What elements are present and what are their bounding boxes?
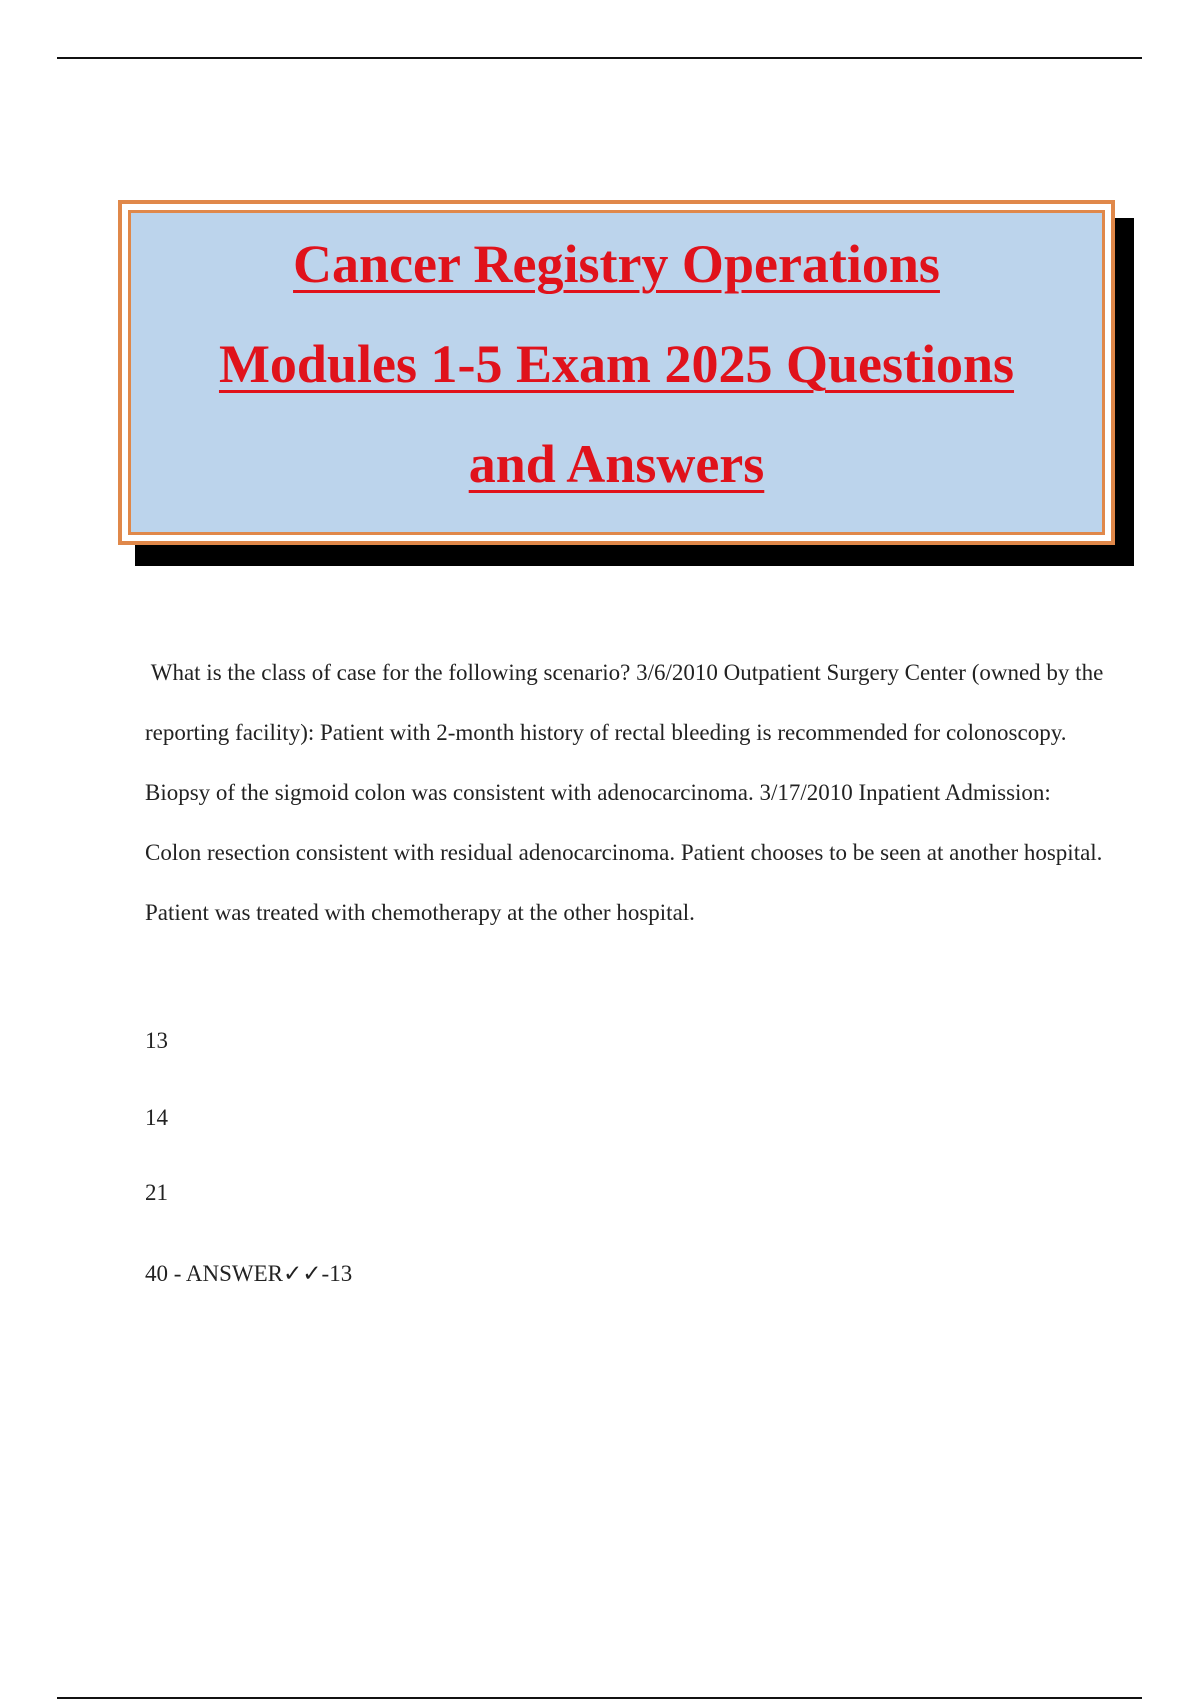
title-line-1: Cancer Registry Operations bbox=[293, 234, 940, 294]
top-rule bbox=[57, 57, 1142, 59]
title-line-3: and Answers bbox=[468, 434, 765, 494]
title-line-2: Modules 1-5 Exam 2025 Questions bbox=[218, 334, 1015, 394]
title-box bbox=[118, 200, 1115, 545]
option-2: 14 bbox=[145, 1105, 168, 1130]
question-text: What is the class of case for the following scenario? 3/6/2010 Outpatient Surgery Center (owned by the reporting facility): Patient with 2-month history of rectal bleeding is recommended for colonoscopy. Biopsy of the sigmoid colon was consistent with adenocarcinoma. 3/17/2010 Inpatient Admission: Colon resection consistent with residual adenocarcinoma. Patient chooses to be seen at another hospital. Patient was treated with chemotherapy at the other hospital. bbox=[145, 660, 1110, 925]
option-3: 21 bbox=[145, 1180, 168, 1205]
option-1: 13 bbox=[145, 1028, 168, 1053]
answer-line: 40 - ANSWER✓✓-13 bbox=[145, 1261, 353, 1286]
bottom-rule bbox=[57, 1697, 1142, 1699]
